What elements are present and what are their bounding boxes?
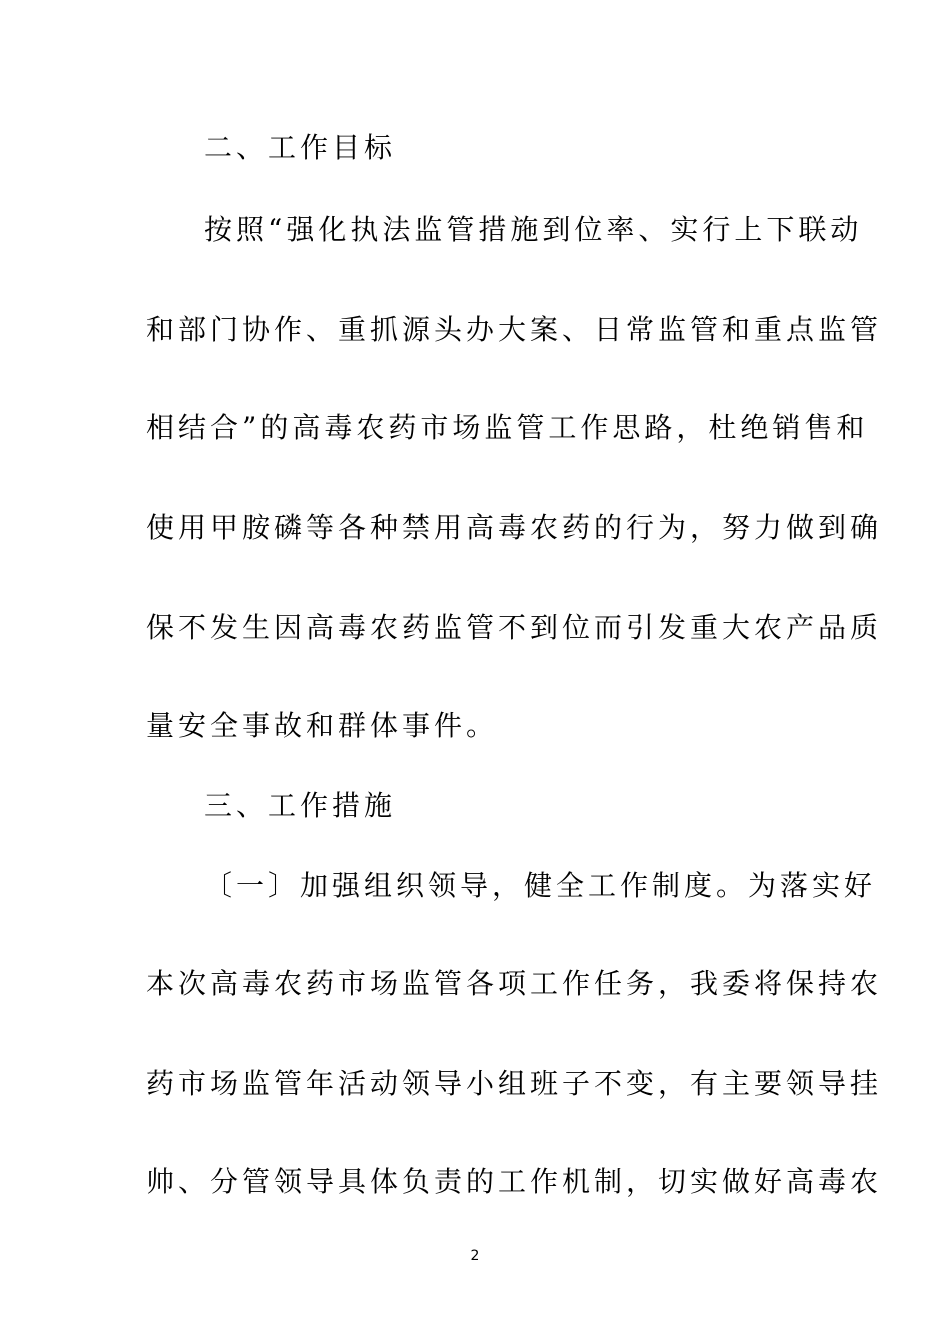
paragraph-line: 量安全事故和群体事件。 xyxy=(146,709,499,742)
paragraph-line: 和部门协作、重抓源头办大案、日常监管和重点监管 xyxy=(146,313,883,346)
paragraph-line: 按照“强化执法监管措施到位率、实行上下联动 xyxy=(204,213,863,246)
section-heading-work-goals: 二、工作目标 xyxy=(204,131,397,164)
paragraph-line: 保不发生因高毒农药监管不到位而引发重大农产品质 xyxy=(146,611,883,644)
paragraph-line: 〔一〕加强组织领导，健全工作制度。为落实好 xyxy=(204,869,877,902)
paragraph-line: 使用甲胺磷等各种禁用高毒农药的行为，努力做到确 xyxy=(146,511,883,544)
section-heading-work-measures: 三、工作措施 xyxy=(204,789,397,822)
page-number: 2 xyxy=(470,1248,480,1264)
paragraph-line: 相结合”的高毒农药市场监管工作思路，杜绝销售和 xyxy=(146,411,869,444)
paragraph-line: 帅、分管领导具体负责的工作机制，切实做好高毒农 xyxy=(146,1165,883,1198)
paragraph-line: 本次高毒农药市场监管各项工作任务，我委将保持农 xyxy=(146,967,883,1000)
paragraph-line: 药市场监管年活动领导小组班子不变，有主要领导挂 xyxy=(146,1067,883,1100)
